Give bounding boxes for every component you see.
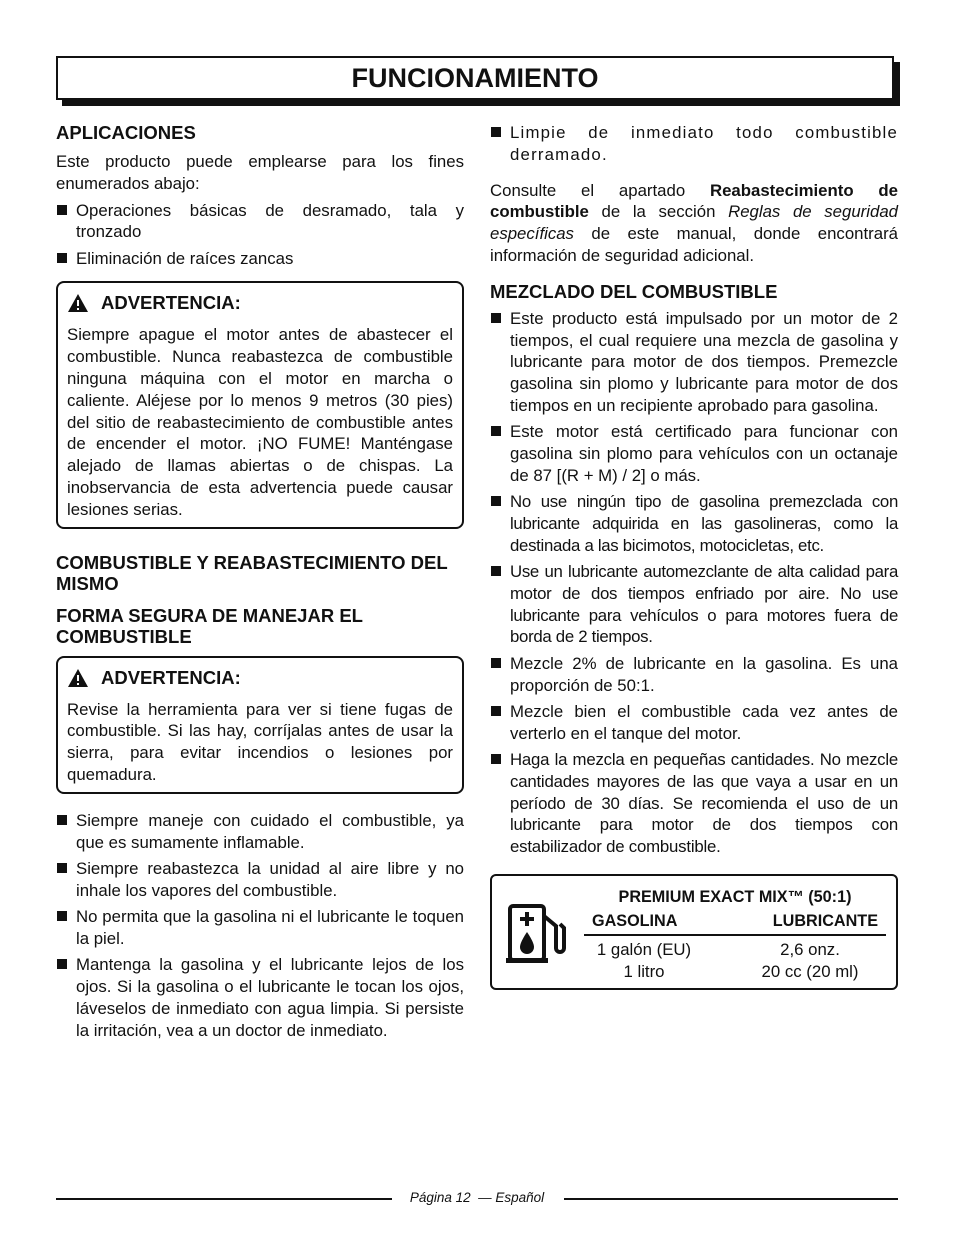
mix-table [584, 886, 886, 983]
bullet-square-icon [491, 706, 501, 716]
consult-paragraph: Consulte el apartado Reabastecimiento de combustible de la sección Reglas de seguridad específicas de este manual, donde encontrará información de seguridad adicional. [490, 180, 899, 265]
fuel-pump-icon [506, 902, 568, 966]
left-column [56, 122, 464, 1046]
warning-text: Siempre apague el motor antes de abastecer el combustible. Nunca reabastezca de combustible ninguna máquina con el motor en marcha o caliente. Aléjese por lo menos 9 metros (30 pies) del sitio de reabastecimiento de combustible antes de encender el motor. ¡NO FUME! Manténgase alejado de llamas abiertas o de chispas. La inobservancia de esta advertencia puede causar lesiones serias. [67, 325, 453, 519]
warning-title: ADVERTENCIA: [67, 667, 453, 689]
page-title: FUNCIONAMIENTO [351, 63, 599, 93]
mix-table-box [490, 874, 898, 990]
aplicaciones-intro: Este producto puede emplearse para los fines enumerados abajo: [56, 152, 464, 193]
combustible-heading: COMBUSTIBLE Y REABASTECIMIENTO DEL MISMO [56, 551, 448, 594]
warning-box [56, 281, 464, 528]
forma-segura-heading: FORMA SEGURA DE MANEJAR EL COMBUSTIBLE [56, 604, 363, 647]
mezclado-heading: MEZCLADO DEL COMBUSTIBLE [490, 280, 778, 302]
bullet-square-icon [491, 426, 501, 436]
top-list [490, 122, 898, 166]
bullet-square-icon [491, 313, 501, 323]
list-item: Mezcle bien el combustible cada vez antes de verterlo en el tanque del motor. [490, 701, 898, 745]
warning-text: Revise la herramienta para ver si tiene fugas de combustible. Si las hay, corríjalas antes de usar la sierra, para evitar incendios o lesiones por quemadura. [67, 699, 453, 785]
list-item: Este producto está impulsado por un motor de 2 tiempos, el cual requiere una mezcla de gasolina y lubricante para motor de dos tiempos. Premezcle gasolina sin plomo y lubricante para motor de dos tiempos en un recipiente aprobado para gasolina. [490, 308, 898, 417]
bullet-square-icon [491, 658, 501, 668]
mix-table-header [584, 908, 886, 936]
page-number: Página 12 — Español [56, 1188, 898, 1208]
mezclado-list [490, 308, 898, 858]
aplicaciones-list [56, 200, 464, 270]
section-banner [56, 56, 894, 100]
list-item: Operaciones básicas de desramado, tala y tronzado [56, 200, 464, 244]
bullet-square-icon [491, 127, 501, 137]
bullet-square-icon [57, 863, 67, 873]
fuel-safety-list [56, 810, 464, 1041]
table-cell: 1 galón (EU) [596, 939, 692, 959]
column-header-gasolina: GASOLINA [592, 911, 678, 930]
list-item: Siempre reabastezca la unidad al aire libre y no inhale los vapores del combustible. [56, 858, 464, 902]
list-item: Use un lubricante automezclante de alta calidad para motor de dos tiempos enfriado por aire. No use lubricante para vehículos o para motores fuera de borda de 2 tiempos. [490, 561, 898, 648]
table-cell: 20 cc (20 ml) [761, 961, 859, 981]
table-row [584, 961, 886, 983]
page-footer [56, 1188, 898, 1208]
aplicaciones-heading: APLICACIONES [56, 122, 196, 143]
list-item: Haga la mezcla en pequeñas cantidades. No mezcle cantidades mayores de las que vaya a usar en un período de 30 días. Se recomienda el uso de un lubricante para motor de dos tiempos con estabilizador de combustible. [490, 749, 898, 858]
warning-triangle-icon [67, 668, 89, 688]
bullet-square-icon [491, 566, 501, 576]
column-header-lubricante: LUBRICANTE [772, 911, 878, 930]
bullet-square-icon [57, 253, 67, 263]
list-item: No use ningún tipo de gasolina premezclada con lubricante adquirida en las gasolineras, como la destinada a las bicimotos, motocicletas, etc. [490, 491, 898, 556]
list-item: Limpie de inmediato todo combustible derramado. [490, 122, 898, 166]
bullet-square-icon [491, 496, 501, 506]
list-item: Este motor está certificado para funcionar con gasolina sin plomo para vehículos con un octanaje de 87 [(R + M) / 2] o más. [490, 421, 898, 486]
list-item: No permita que la gasolina ni el lubricante le toquen la piel. [56, 906, 464, 950]
warning-box [56, 656, 464, 794]
bullet-square-icon [57, 959, 67, 969]
list-item: Siempre maneje con cuidado el combustible, ya que es sumamente inflamable. [56, 810, 464, 854]
bullet-square-icon [57, 911, 67, 921]
list-item: Eliminación de raíces zancas [56, 248, 464, 270]
warning-triangle-icon [67, 293, 89, 313]
table-cell: 2,6 onz. [780, 939, 840, 959]
list-item: Mantenga la gasolina y el lubricante lejos de los ojos. Si la gasolina o el lubricante le tocan los ojos, láveselos de inmediato con agua limpia. Si persiste la irritación, vea a un doctor de inmediato. [56, 954, 464, 1041]
table-row [584, 939, 886, 961]
bullet-square-icon [57, 205, 67, 215]
right-column [490, 122, 898, 990]
warning-title: ADVERTENCIA: [67, 292, 453, 314]
mix-table-title: PREMIUM EXACT MIX™ (50:1) [618, 887, 852, 906]
bullet-square-icon [491, 754, 501, 764]
list-item: Mezcle 2% de lubricante en la gasolina. Es una proporción de 50:1. [490, 653, 898, 697]
bullet-square-icon [57, 815, 67, 825]
table-cell: 1 litro [623, 961, 665, 981]
